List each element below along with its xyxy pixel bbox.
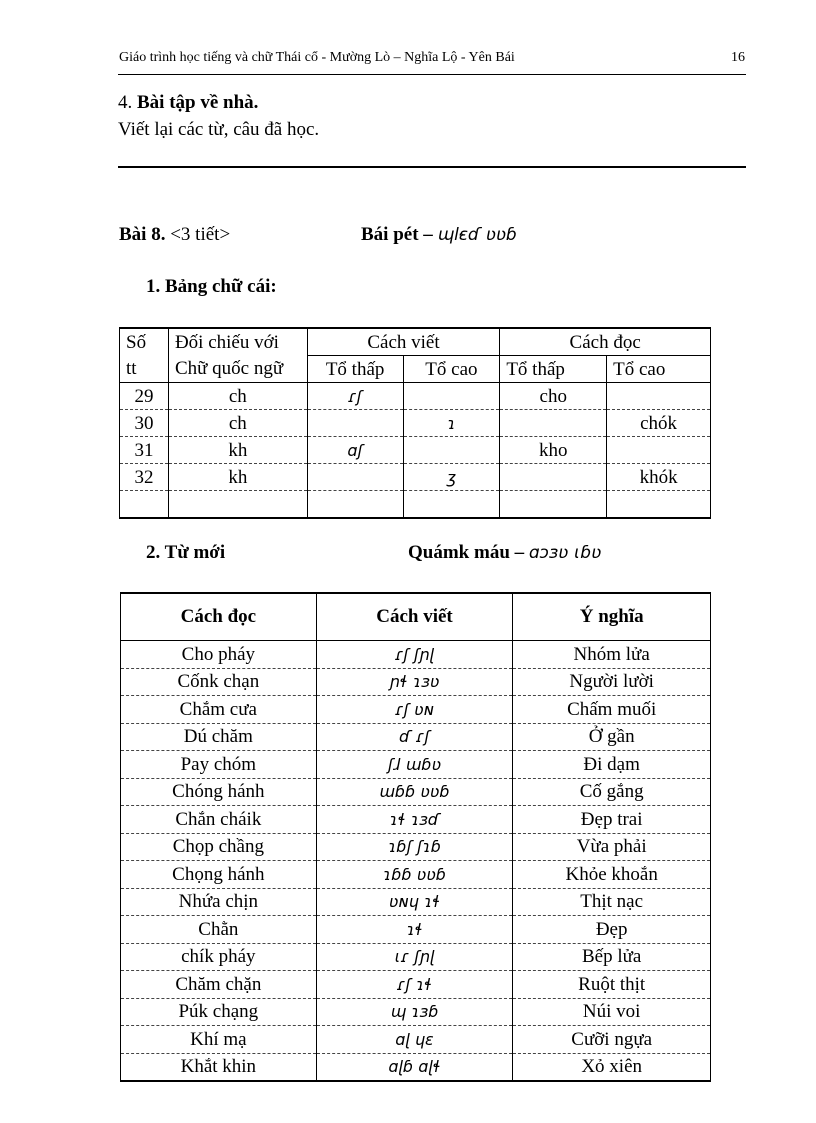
vocab-read: Chằn bbox=[121, 916, 317, 944]
header-write: Cách viết bbox=[307, 328, 500, 356]
vocab-row bbox=[121, 1026, 711, 1054]
header-read-high: Tổ cao bbox=[607, 356, 711, 383]
vocab-meaning: Ở gần bbox=[513, 723, 711, 751]
lesson-title bbox=[361, 224, 517, 246]
vocab-meaning: Khỏe khoắn bbox=[513, 861, 711, 889]
vocab-write: ɿɬ bbox=[316, 916, 513, 944]
row-latin: kh bbox=[168, 437, 307, 464]
vocab-heading: 2. Từ mới bbox=[146, 542, 226, 563]
row-no: 29 bbox=[120, 383, 169, 410]
vocab-row bbox=[121, 971, 711, 999]
vocab-write: ʃɺ ɯɓʋ bbox=[316, 751, 513, 779]
vocab-row bbox=[121, 888, 711, 916]
row-no: 30 bbox=[120, 410, 169, 437]
vocab-read: Nhứa chịn bbox=[121, 888, 317, 916]
vocab-write: ɿɓɓ ʋʋɓ bbox=[316, 861, 513, 889]
vocab-read: Dú chăm bbox=[121, 723, 317, 751]
vocab-row bbox=[121, 1053, 711, 1081]
vocab-title-text: Quámk máu – bbox=[408, 542, 525, 563]
row-read-high bbox=[607, 491, 711, 519]
row-write-high bbox=[403, 491, 500, 519]
header-compare-top: Đối chiếu với bbox=[168, 328, 307, 356]
header-stt-bottom: tt bbox=[120, 356, 169, 383]
vocab-read: Chọp chầng bbox=[121, 833, 317, 861]
vocab-meaning: Thịt nạc bbox=[513, 888, 711, 916]
homework-section bbox=[118, 89, 319, 143]
row-read-high bbox=[607, 383, 711, 410]
vocab-read: Púk chạng bbox=[121, 998, 317, 1026]
vocab-write: ɑɭɓ ɑɭɬ bbox=[316, 1053, 513, 1081]
row-write-high bbox=[403, 437, 500, 464]
homework-text: Viết lại các từ, câu đã học. bbox=[118, 119, 320, 140]
vocab-read: chík pháy bbox=[121, 943, 317, 971]
row-write-low bbox=[307, 491, 403, 519]
row-no bbox=[120, 491, 169, 519]
vocab-header-read: Cách đọc bbox=[121, 593, 317, 641]
row-read-high bbox=[607, 437, 711, 464]
row-read-high: khók bbox=[607, 464, 711, 491]
vocab-meaning: Đẹp trai bbox=[513, 806, 711, 834]
header-stt-top: Số bbox=[120, 328, 169, 356]
vocab-row bbox=[121, 916, 711, 944]
vocab-rows bbox=[121, 641, 711, 1082]
vocab-row bbox=[121, 998, 711, 1026]
page-number: 16 bbox=[731, 50, 745, 65]
vocab-write: ʋɴɥ ɿɬ bbox=[316, 888, 513, 916]
vocab-write: ɲɬ ɿɜʋ bbox=[316, 668, 513, 696]
row-read-low: kho bbox=[500, 437, 607, 464]
vocab-row bbox=[121, 751, 711, 779]
vocab-row bbox=[121, 696, 711, 724]
row-write-low: ɾʃ bbox=[307, 383, 403, 410]
vocab-meaning: Chấm muối bbox=[513, 696, 711, 724]
header-read: Cách đọc bbox=[500, 328, 711, 356]
vocab-read: Khí mạ bbox=[121, 1026, 317, 1054]
vocab-header-write: Cách viết bbox=[316, 593, 513, 641]
page-header bbox=[119, 50, 745, 66]
vocab-write: ɯɓɓ ʋʋɓ bbox=[316, 778, 513, 806]
vocab-meaning: Người lười bbox=[513, 668, 711, 696]
vocab-read: Chọng hánh bbox=[121, 861, 317, 889]
homework-number: 4. bbox=[118, 92, 133, 113]
header-read-low: Tổ thấp bbox=[500, 356, 607, 383]
vocab-write: ɿɬ ɿɜɗ bbox=[316, 806, 513, 834]
row-write-low bbox=[307, 464, 403, 491]
homework-heading: Bài tập về nhà. bbox=[137, 92, 259, 113]
lesson-name: Bái pét – bbox=[361, 224, 433, 245]
vocab-write: ɩɾ ʃɲɭ bbox=[316, 943, 513, 971]
row-write-high: ʒ bbox=[403, 464, 500, 491]
vocab-read: Chóng hánh bbox=[121, 778, 317, 806]
vocab-meaning: Núi voi bbox=[513, 998, 711, 1026]
vocab-title-script: ɑɔɜʋ ɩɓʋ bbox=[528, 543, 602, 563]
vocab-write: ɰ ɿɜɓ bbox=[316, 998, 513, 1026]
row-no: 31 bbox=[120, 437, 169, 464]
vocab-read: Pay chóm bbox=[121, 751, 317, 779]
vocab-meaning: Cưỡi ngựa bbox=[513, 1026, 711, 1054]
row-latin bbox=[168, 491, 307, 519]
vocab-read: Chăm chặn bbox=[121, 971, 317, 999]
vocab-meaning: Bếp lửa bbox=[513, 943, 711, 971]
row-write-low bbox=[307, 410, 403, 437]
vocab-write: ɑɭ ɥɛ bbox=[316, 1026, 513, 1054]
vocab-row bbox=[121, 778, 711, 806]
lesson-name-script: ɰŀɛɗ ʋʋɓ bbox=[437, 225, 517, 245]
lesson-periods: <3 tiết> bbox=[170, 224, 231, 245]
vocab-meaning: Đi dạm bbox=[513, 751, 711, 779]
vocab-table bbox=[120, 592, 711, 1082]
vocab-row bbox=[121, 833, 711, 861]
vocab-write: ɿɓʃ ʃɿɓ bbox=[316, 833, 513, 861]
header-write-high: Tổ cao bbox=[403, 356, 500, 383]
vocab-read: Khắt khin bbox=[121, 1053, 317, 1081]
vocab-row bbox=[121, 943, 711, 971]
vocab-read: Chắm cưa bbox=[121, 696, 317, 724]
vocab-meaning: Ruột thịt bbox=[513, 971, 711, 999]
vocab-write: ɾʃ ʋɴ bbox=[316, 696, 513, 724]
lesson-label bbox=[119, 224, 230, 246]
row-read-high: chók bbox=[607, 410, 711, 437]
vocab-meaning: Nhóm lửa bbox=[513, 641, 711, 669]
alphabet-heading: 1. Bảng chữ cái: bbox=[146, 276, 277, 297]
vocab-title bbox=[408, 542, 601, 564]
alphabet-table bbox=[119, 327, 711, 519]
vocab-row bbox=[121, 806, 711, 834]
vocab-meaning: Cố gắng bbox=[513, 778, 711, 806]
vocab-row bbox=[121, 668, 711, 696]
row-no: 32 bbox=[120, 464, 169, 491]
row-latin: ch bbox=[168, 383, 307, 410]
lesson-number: Bài 8. bbox=[119, 224, 166, 245]
header-title: Giáo trình học tiếng và chữ Thái cổ - Mường Lò – Nghĩa Lộ - Yên Bái bbox=[119, 50, 515, 65]
row-read-low bbox=[500, 464, 607, 491]
vocab-meaning: Vừa phải bbox=[513, 833, 711, 861]
vocab-meaning: Đẹp bbox=[513, 916, 711, 944]
row-latin: kh bbox=[168, 464, 307, 491]
row-read-low bbox=[500, 491, 607, 519]
vocab-header-meaning: Ý nghĩa bbox=[513, 593, 711, 641]
vocab-write: ɾʃ ɿɬ bbox=[316, 971, 513, 999]
vocab-read: Cho pháy bbox=[121, 641, 317, 669]
vocab-meaning: Xỏ xiên bbox=[513, 1053, 711, 1081]
row-write-high bbox=[403, 383, 500, 410]
row-write-low: ɑʃ bbox=[307, 437, 403, 464]
header-compare-bottom: Chữ quốc ngữ bbox=[168, 356, 307, 383]
header-divider bbox=[118, 74, 746, 75]
row-latin: ch bbox=[168, 410, 307, 437]
header-write-low: Tổ thấp bbox=[307, 356, 403, 383]
row-write-high: ɿ bbox=[403, 410, 500, 437]
vocab-read: Cốnk chạn bbox=[121, 668, 317, 696]
vocab-row bbox=[121, 861, 711, 889]
vocab-read: Chắn cháik bbox=[121, 806, 317, 834]
vocab-write: ɾʃ ʃɲɭ bbox=[316, 641, 513, 669]
vocab-write: ɗ ɾʃ bbox=[316, 723, 513, 751]
row-read-low: cho bbox=[500, 383, 607, 410]
vocab-row bbox=[121, 723, 711, 751]
section-divider bbox=[118, 166, 746, 168]
row-read-low bbox=[500, 410, 607, 437]
vocab-row bbox=[121, 641, 711, 669]
